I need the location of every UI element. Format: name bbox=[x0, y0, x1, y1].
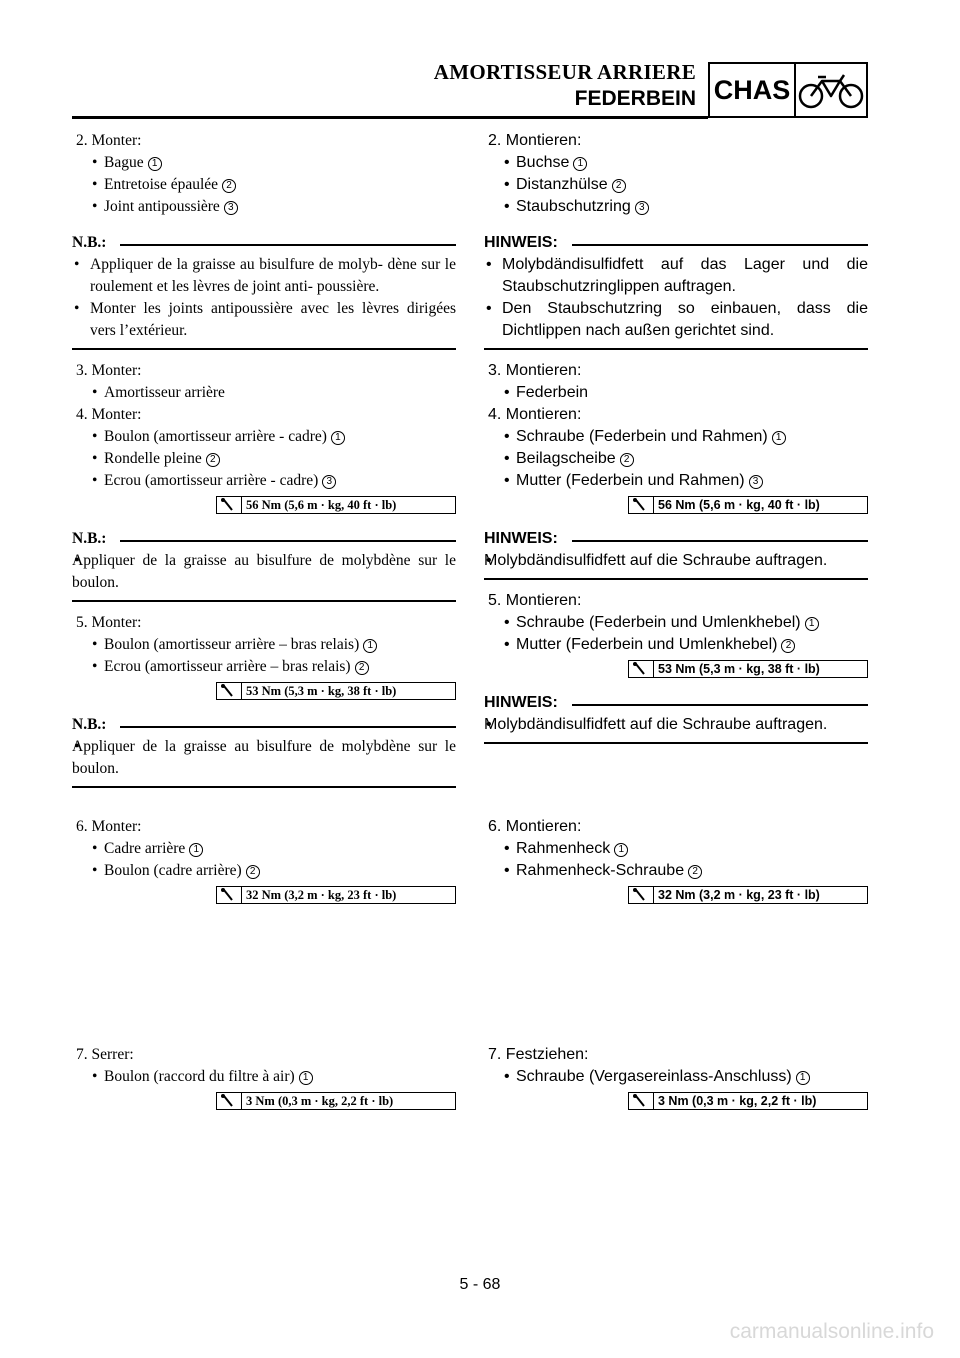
torque-wrench-icon bbox=[629, 887, 654, 903]
step-2-heading: 2. Montieren: bbox=[488, 132, 582, 149]
note-heading: HINWEIS: bbox=[484, 692, 868, 714]
torque-wrench-icon bbox=[217, 497, 242, 513]
page-title-german: FEDERBEIN bbox=[574, 87, 696, 110]
list-item: • Boulon (raccord du filtre à air) 1 bbox=[72, 1066, 456, 1088]
header-rule bbox=[72, 116, 708, 119]
step-7-heading: 7. Serrer: bbox=[76, 1046, 134, 1063]
german-step-7 bbox=[484, 1044, 868, 1116]
list-item: • Rondelle pleine 2 bbox=[72, 448, 456, 470]
torque-spec: 32 Nm (3,2 m · kg, 23 ft · lb) bbox=[216, 886, 456, 904]
note-heading: N.B.: bbox=[72, 232, 456, 254]
french-step-6 bbox=[72, 816, 456, 910]
step-7-heading: 7. Festziehen: bbox=[488, 1046, 589, 1063]
note-end-rule bbox=[72, 348, 456, 350]
list-item: • Schraube (Federbein und Umlenkhebel) 1 bbox=[484, 612, 868, 634]
torque-wrench-icon bbox=[629, 661, 654, 677]
list-item: • Staubschutzring 3 bbox=[484, 196, 868, 218]
note-end-rule bbox=[484, 742, 868, 744]
note-bullet: • Den Staubschutzring so einbauen, dass die Dichtlippen nach außen gerichtet sind. bbox=[484, 298, 868, 342]
list-item: • Cadre arrière 1 bbox=[72, 838, 456, 860]
list-item: • Distanzhülse 2 bbox=[484, 174, 868, 196]
note-text: • Appliquer de la graisse au bisulfure de molybdène sur le boulon. bbox=[72, 736, 456, 780]
torque-wrench-icon bbox=[629, 1093, 654, 1109]
torque-spec: 3 Nm (0,3 m · kg, 2,2 ft · lb) bbox=[628, 1092, 868, 1110]
torque-spec: 56 Nm (5,6 m · kg, 40 ft · lb) bbox=[216, 496, 456, 514]
list-item: • Joint antipoussière 3 bbox=[72, 196, 456, 218]
list-item: • Buchse 1 bbox=[484, 152, 868, 174]
list-item: • Mutter (Federbein und Umlenkhebel) 2 bbox=[484, 634, 868, 656]
note-heading: N.B.: bbox=[72, 528, 456, 550]
motorcycle-icon bbox=[798, 69, 864, 111]
torque-spec: 3 Nm (0,3 m · kg, 2,2 ft · lb) bbox=[216, 1092, 456, 1110]
step-5-heading: 5. Monter: bbox=[76, 614, 142, 631]
torque-spec: 56 Nm (5,6 m · kg, 40 ft · lb) bbox=[628, 496, 868, 514]
torque-wrench-icon bbox=[629, 497, 654, 513]
list-item: • Amortisseur arrière bbox=[72, 382, 456, 404]
torque-spec: 32 Nm (3,2 m · kg, 23 ft · lb) bbox=[628, 886, 868, 904]
note-end-rule bbox=[72, 786, 456, 788]
note-bullet: • Molybdändisulfidfett auf das Lager und die Staubschutzringlippen auftragen. bbox=[484, 254, 868, 298]
step-6-heading: 6. Montieren: bbox=[488, 818, 582, 835]
list-item: • Ecrou (amortisseur arrière - cadre) 3 bbox=[72, 470, 456, 492]
list-item: • Boulon (cadre arrière) 2 bbox=[72, 860, 456, 882]
french-column bbox=[72, 130, 456, 798]
note-text: • Molybdändisulfidfett auf die Schraube auftragen. bbox=[484, 714, 868, 736]
note-end-rule bbox=[484, 578, 868, 580]
note-heading: N.B.: bbox=[72, 714, 456, 736]
list-item: • Schraube (Vergasereinlass-Anschluss) 1 bbox=[484, 1066, 868, 1088]
note-end-rule bbox=[484, 348, 868, 350]
step-6-heading: 6. Monter: bbox=[76, 818, 142, 835]
note-heading: HINWEIS: bbox=[484, 528, 868, 550]
torque-wrench-icon bbox=[217, 1093, 242, 1109]
list-item: • Schraube (Federbein und Rahmen) 1 bbox=[484, 426, 868, 448]
page-title-french: AMORTISSEUR ARRIERE bbox=[433, 60, 696, 84]
torque-spec: 53 Nm (5,3 m · kg, 38 ft · lb) bbox=[628, 660, 868, 678]
list-item: • Entretoise épaulée 2 bbox=[72, 174, 456, 196]
step-3-heading: 3. Monter: bbox=[76, 362, 142, 379]
german-step-6 bbox=[484, 816, 868, 910]
list-item: • Federbein bbox=[484, 382, 868, 404]
note-text: • Molybdändisulfidfett auf die Schraube auftragen. bbox=[484, 550, 868, 572]
list-item: • Rahmenheck-Schraube 2 bbox=[484, 860, 868, 882]
section-badge bbox=[708, 62, 868, 118]
section-tag: CHAS bbox=[710, 64, 796, 116]
list-item: • Beilagscheibe 2 bbox=[484, 448, 868, 470]
french-step-7 bbox=[72, 1044, 456, 1116]
step-4-heading: 4. Montieren: bbox=[488, 406, 582, 423]
note-text: • Appliquer de la graisse au bisulfure de molybdène sur le boulon. bbox=[72, 550, 456, 594]
step-5-heading: 5. Montieren: bbox=[488, 592, 582, 609]
watermark: carmanualsonline.info bbox=[729, 1320, 934, 1343]
list-item: • Mutter (Federbein und Rahmen) 3 bbox=[484, 470, 868, 492]
step-2-heading: 2. Monter: bbox=[76, 132, 142, 149]
step-3-heading: 3. Montieren: bbox=[488, 362, 582, 379]
list-item: • Bague 1 bbox=[72, 152, 456, 174]
note-bullet: • Appliquer de la graisse au bisulfure de molyb- dène sur le roulement et les lèvres de joint anti- poussière. bbox=[72, 254, 456, 298]
list-item: • Boulon (amortisseur arrière - cadre) 1 bbox=[72, 426, 456, 448]
german-column bbox=[484, 130, 868, 754]
torque-spec: 53 Nm (5,3 m · kg, 38 ft · lb) bbox=[216, 682, 456, 700]
list-item: • Boulon (amortisseur arrière – bras relais) 1 bbox=[72, 634, 456, 656]
note-end-rule bbox=[72, 600, 456, 602]
list-item: • Ecrou (amortisseur arrière – bras relais) 2 bbox=[72, 656, 456, 678]
note-bullet: • Monter les joints antipoussière avec les lèvres dirigées vers l’extérieur. bbox=[72, 298, 456, 342]
list-item: • Rahmenheck 1 bbox=[484, 838, 868, 860]
torque-wrench-icon bbox=[217, 683, 242, 699]
note-heading: HINWEIS: bbox=[484, 232, 868, 254]
torque-wrench-icon bbox=[217, 887, 242, 903]
page-number: 5 - 68 bbox=[459, 1276, 501, 1293]
step-4-heading: 4. Monter: bbox=[76, 406, 142, 423]
